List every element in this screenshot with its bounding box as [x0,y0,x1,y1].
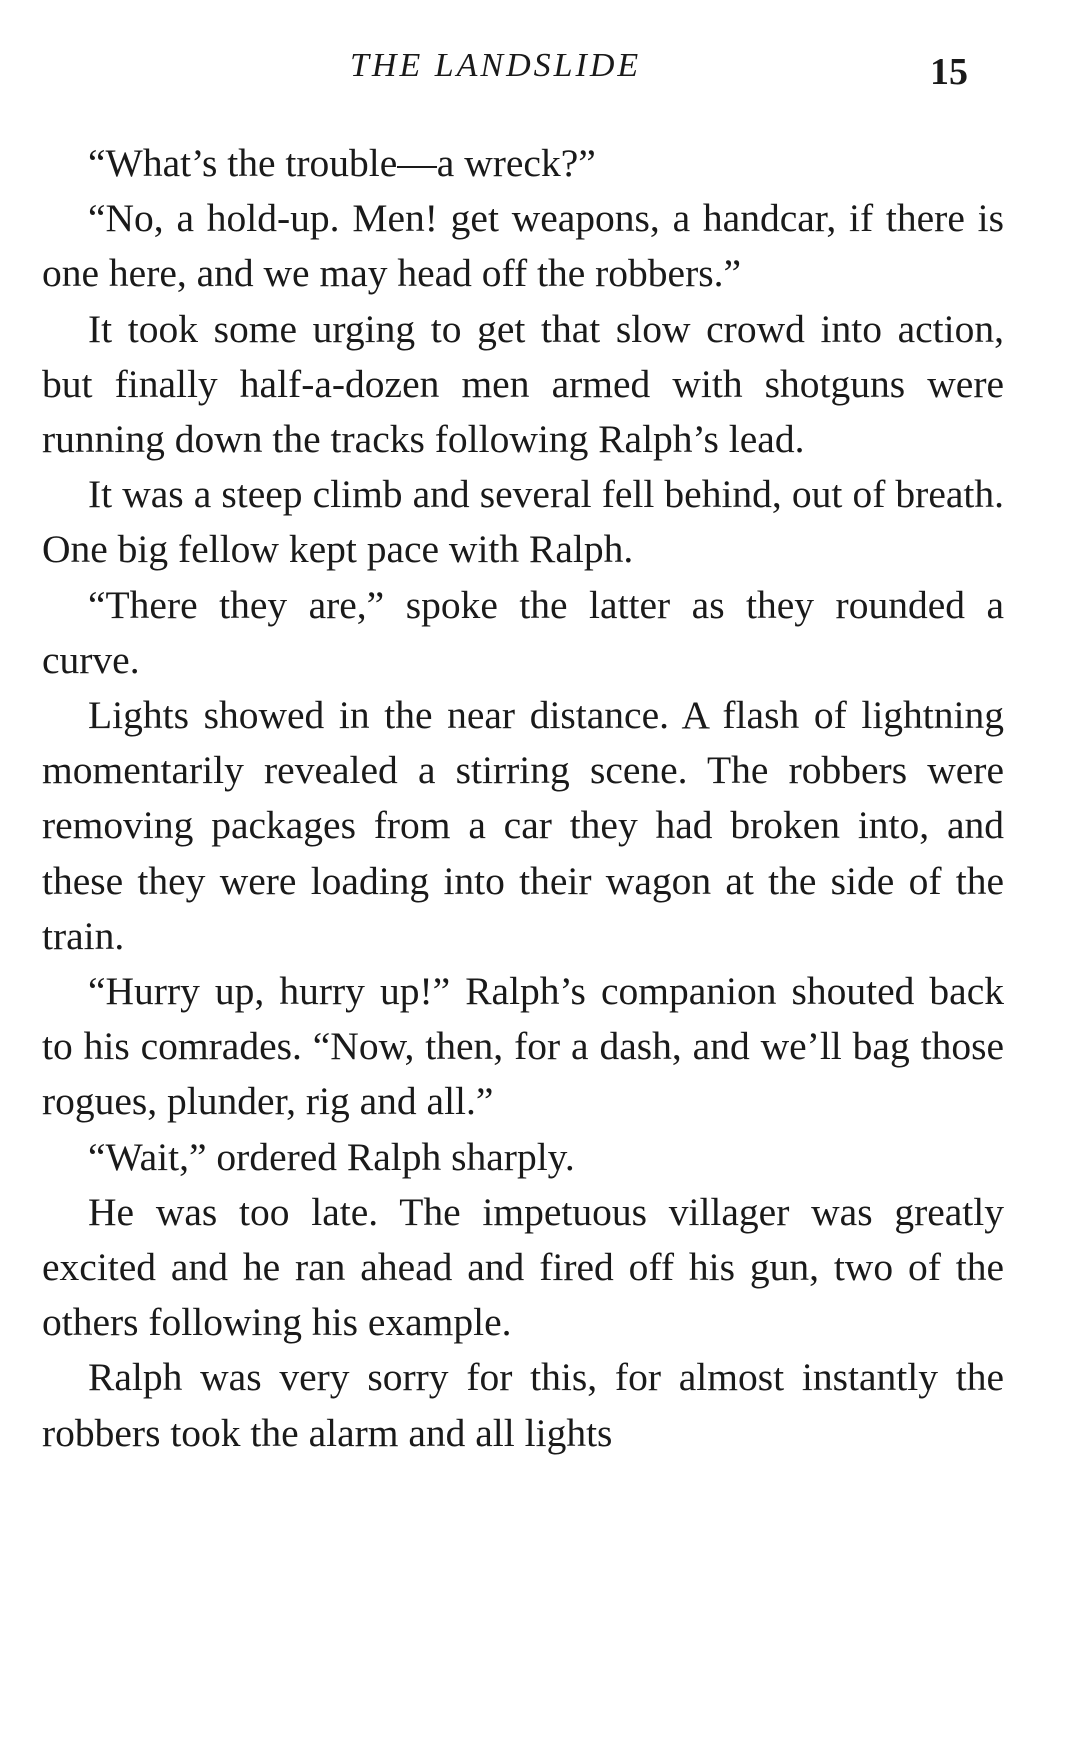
paragraph: It took some urging to get that slow crowd into action, but finally half-a-dozen men armed with shotguns were running down the tracks following Ralph’s lead. [42,306,1004,462]
paragraph: “Wait,” ordered Ralph sharply. [88,1134,575,1179]
paragraph: Lights showed in the near distance. A flash of lightning momentarily revealed a stirring scene. The robbers were removing packages from a car they had broken into, and these they were loading into their wagon at the side of the train. [42,693,1004,958]
page-number: 15 [930,51,968,93]
paragraph: Ralph was very sorry for this, for almost instantly the robbers took the alarm and all lights [42,1355,1004,1455]
paragraph: “There they are,” spoke the latter as they rounded a curve. [42,582,1004,682]
paragraph: It was a steep climb and several fell behind, out of breath. One big fellow kept pace with Ralph. [42,472,1004,572]
paragraph: “No, a hold-up. Men! get weapons, a handcar, if there is one here, and we may head off the robbers.” [42,196,1004,296]
paragraph: “What’s the trouble—a wreck?” [88,141,596,185]
running-head [0,44,1085,94]
running-title: THE LANDSLIDE [350,47,642,84]
body-text [42,136,1004,1461]
paragraph: He was too late. The impetuous villager was greatly excited and he ran ahead and fired off his gun, two of the others following his example. [42,1189,1004,1345]
paragraph: “Hurry up, hurry up!” Ralph’s companion shouted back to his comrades. “Now, then, for a dash, and we’ll bag those rogues, plunder, rig and all.” [42,969,1004,1124]
